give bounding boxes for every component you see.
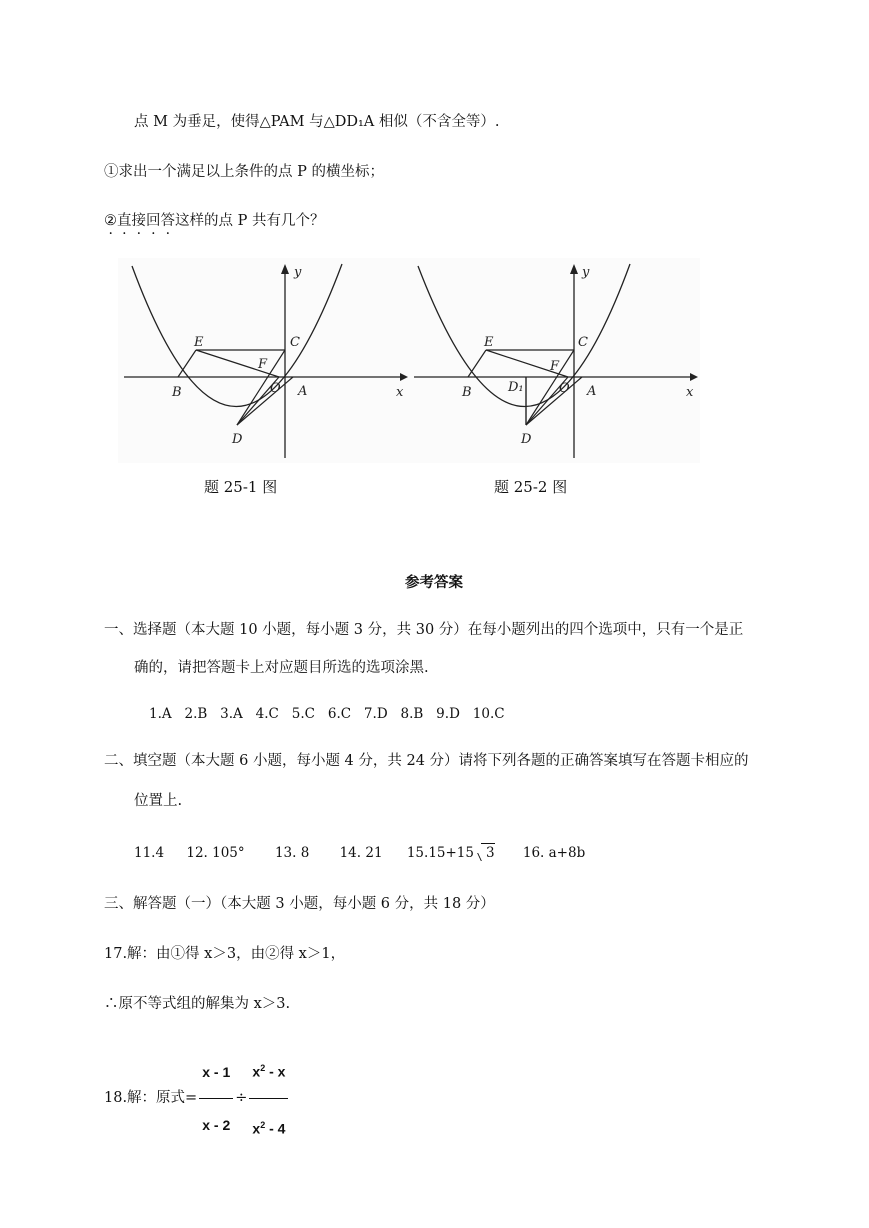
figure-25-1-caption: 题 25-1 图 (204, 478, 278, 496)
fig2-label-o: O (559, 381, 570, 396)
answer-12: 12. 105° (186, 845, 245, 861)
section-1-answers: 1.A 2.B 3.A 4.C 5.C 6.C 7.D 8.B 9.D 10.C (149, 706, 505, 722)
fig2-label-d: D (521, 432, 532, 447)
fig1-label-b: B (172, 385, 182, 400)
frac2-num-exponent: 2 (260, 1063, 266, 1073)
answer-15-radicand: 3 (485, 845, 495, 861)
fig1-label-d: D (232, 432, 243, 447)
fig2-label-y: y (582, 265, 590, 280)
section-3-line-1: 三、解答题（一）（本大题 3 小题，每小题 6 分，共 18 分） (104, 896, 495, 912)
emphasis-char: 回 (146, 213, 161, 229)
section-2-line-2: 位置上. (134, 793, 183, 809)
emphasis-char: 答 (160, 213, 175, 229)
section-2-answers (134, 843, 585, 863)
question-2-prefix: ② · (104, 211, 117, 231)
fig1-label-e: E (194, 335, 204, 350)
problem-question-1: ①求出一个满足以上条件的点 P 的横坐标； (104, 164, 384, 180)
q18-frac2-denominator (249, 1099, 288, 1153)
emphasis-char: 直 (117, 213, 132, 229)
emphasis-char: 接 (131, 213, 146, 229)
fig1-label-a: A (298, 384, 308, 399)
section-1-line-1: 一、选择题（本大题 10 小题，每小题 3 分，共 30 分）在每小题列出的四个选项中，只有一个是正 (104, 622, 744, 638)
answer-15 (407, 845, 495, 861)
figure-25-1 (118, 258, 408, 463)
fig1-label-f: F (258, 357, 268, 372)
frac2-num-base: x (252, 1063, 261, 1080)
figure-25-2 (408, 258, 700, 463)
answer-13: 13. 8 (274, 845, 310, 861)
fig2-label-x: x (686, 385, 694, 400)
answers-title: 参考答案 (405, 574, 463, 591)
answer-14: 14. 21 (339, 845, 383, 861)
section-1-line-2: 确的，请把答题卡上对应题目所选的选项涂黑. (134, 660, 429, 676)
fig2-label-c: C (578, 335, 588, 350)
fig2-label-f: F (550, 359, 560, 374)
fig2-label-d1: D₁ (508, 380, 524, 395)
problem-text-line-1: 点 M 为垂足，使得△PAM 与△DD₁A 相似（不含全等）. (134, 114, 500, 130)
q18-line (104, 1044, 290, 1152)
section-2-line-1: 二、填空题（本大题 6 小题，每小题 4 分，共 24 分）请将下列各题的正确答案填写在答题卡相应的 (104, 753, 749, 769)
frac2-den-exponent: 2 (260, 1119, 266, 1130)
fig1-label-o: O (270, 381, 281, 396)
fig2-label-b: B (462, 385, 472, 400)
q17-line-2: ∴原不等式组的解集为 x＞3. (104, 996, 291, 1012)
q18-frac1-numerator: x - 1 (199, 1048, 233, 1099)
sqrt-symbol (474, 843, 495, 863)
answer-15-text: 15.15+15 (406, 845, 474, 861)
problem-question-2 (104, 211, 324, 231)
fig1-label-c: C (290, 335, 300, 350)
q18-frac2-numerator (249, 1044, 288, 1099)
question-2-rest: 这样的点 P 共有几个？ (175, 213, 325, 229)
q18-frac1-denominator: x - 2 (202, 1116, 231, 1133)
q18-prefix: 18.解：原式= (104, 1090, 198, 1107)
frac2-den-rest: - 4 (265, 1120, 286, 1137)
frac2-den-base: x (252, 1120, 261, 1137)
fig1-label-y: y (294, 265, 302, 280)
q18-divide-sign: ÷ (235, 1090, 248, 1107)
q18-fraction-2 (249, 1044, 288, 1152)
figure-25-2-caption: 题 25-2 图 (494, 478, 568, 496)
fig2-label-e: E (484, 335, 494, 350)
q17-line-1: 17.解：由①得 x＞3，由②得 x＞1， (104, 946, 346, 962)
fig2-label-a: A (587, 384, 597, 399)
answer-16: 16. a+8b (522, 845, 586, 861)
q18-fraction-1 (199, 1048, 233, 1149)
answer-11: 11.4 (134, 845, 165, 861)
frac2-num-rest: - x (265, 1063, 286, 1080)
fig1-label-x: x (396, 385, 404, 400)
